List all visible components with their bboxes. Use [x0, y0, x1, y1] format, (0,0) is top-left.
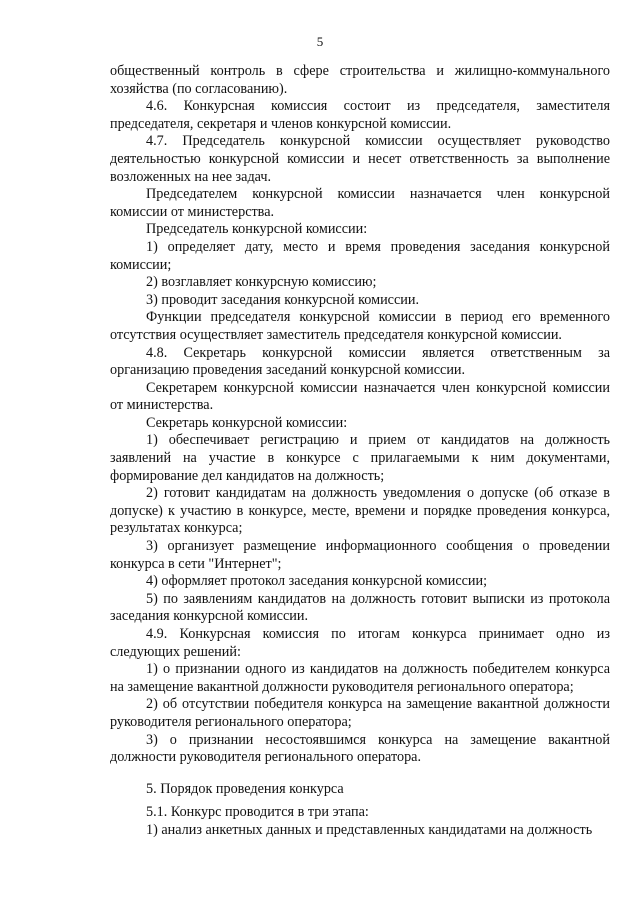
list-item-chairman-3: 3) проводит заседания конкурсной комиссии.: [146, 291, 419, 308]
paragraph-5-1: 5.1. Конкурс проводится в три этапа:: [146, 804, 369, 821]
list-item-secretary-5: 5) по заявлениям кандидатов на должность готовит выписки из протокола заседания конкурсной комиссии.: [110, 590, 610, 625]
list-item-secretary-4: 4) оформляет протокол заседания конкурсной комиссии;: [146, 573, 488, 590]
list-item-chairman-2: 2) возглавляет конкурсную комиссию;: [146, 274, 377, 291]
paragraph-chairman-appointment: Председателем конкурсной комиссии назначается член конкурсной комиссии от министерства.: [110, 186, 610, 220]
paragraph-deputy-functions: Функции председателя конкурсной комиссии в период его временного отсутствия осуществляет заместитель председателя конкурсной комиссии.: [110, 309, 610, 343]
document-body: [110, 63, 610, 840]
list-item-secretary-3: 3) организует размещение информационного сообщения о проведении конкурса в сети "Интернет";: [110, 538, 610, 572]
list-item-stage-1: 1) анализ анкетных данных и представленных кандидатами на должность: [146, 821, 593, 838]
list-item-secretary-1: 1) обеспечивает регистрацию и прием от кандидатов на должность заявлений на участие в конкурсе с прилагаемыми к ним документами, формирование дел кандидатов на должность;: [110, 432, 610, 484]
paragraph-4-7: 4.7. Председатель конкурсной комиссии осуществляет руководство деятельностью конкурсной комиссии и несет ответственность за выполнение возложенных на нее задач.: [110, 133, 610, 185]
list-item-decision-2: 2) об отсутствии победителя конкурса на замещение вакантной должности руководителя регионального оператора;: [110, 696, 610, 730]
paragraph-4-6: 4.6. Конкурсная комиссия состоит из председателя, заместителя председателя, секретаря и членов конкурсной комиссии.: [110, 98, 610, 132]
paragraph-4-8: 4.8. Секретарь конкурсной комиссии является ответственным за организацию проведения заседаний конкурсной комиссии.: [110, 344, 610, 379]
paragraph-continuation: общественный контроль в сфере строительства и жилищно-коммунального хозяйства (по согласованию).: [110, 63, 610, 97]
list-item-secretary-2: 2) готовит кандидатам на должность уведомления о допуске (об отказе в допуске) к участию в конкурсе, месте, времени и порядке проведения конкурса, результатах конкурса;: [110, 485, 610, 537]
paragraph-4-9: 4.9. Конкурсная комиссия по итогам конкурса принимает одно из следующих решений:: [110, 626, 610, 660]
list-item-decision-1: 1) о признании одного из кандидатов на должность победителем конкурса на замещение вакантной должности руководителя регионального оператора;: [110, 661, 610, 695]
paragraph-secretary-duties-intro: Секретарь конкурсной комиссии:: [146, 414, 348, 431]
list-item-decision-3: 3) о признании несостоявшимся конкурса на замещение вакантной должности руководителя регионального оператора.: [110, 731, 610, 766]
list-item-chairman-1: 1) определяет дату, место и время проведения заседания конкурсной комиссии;: [110, 238, 610, 273]
section-heading-5: 5. Порядок проведения конкурса: [146, 780, 344, 797]
page-number: 5: [316, 34, 324, 49]
paragraph-secretary-appointment: Секретарем конкурсной комиссии назначается член конкурсной комиссии от министерства.: [110, 379, 610, 414]
paragraph-chairman-duties-intro: Председатель конкурсной комиссии:: [146, 221, 368, 238]
